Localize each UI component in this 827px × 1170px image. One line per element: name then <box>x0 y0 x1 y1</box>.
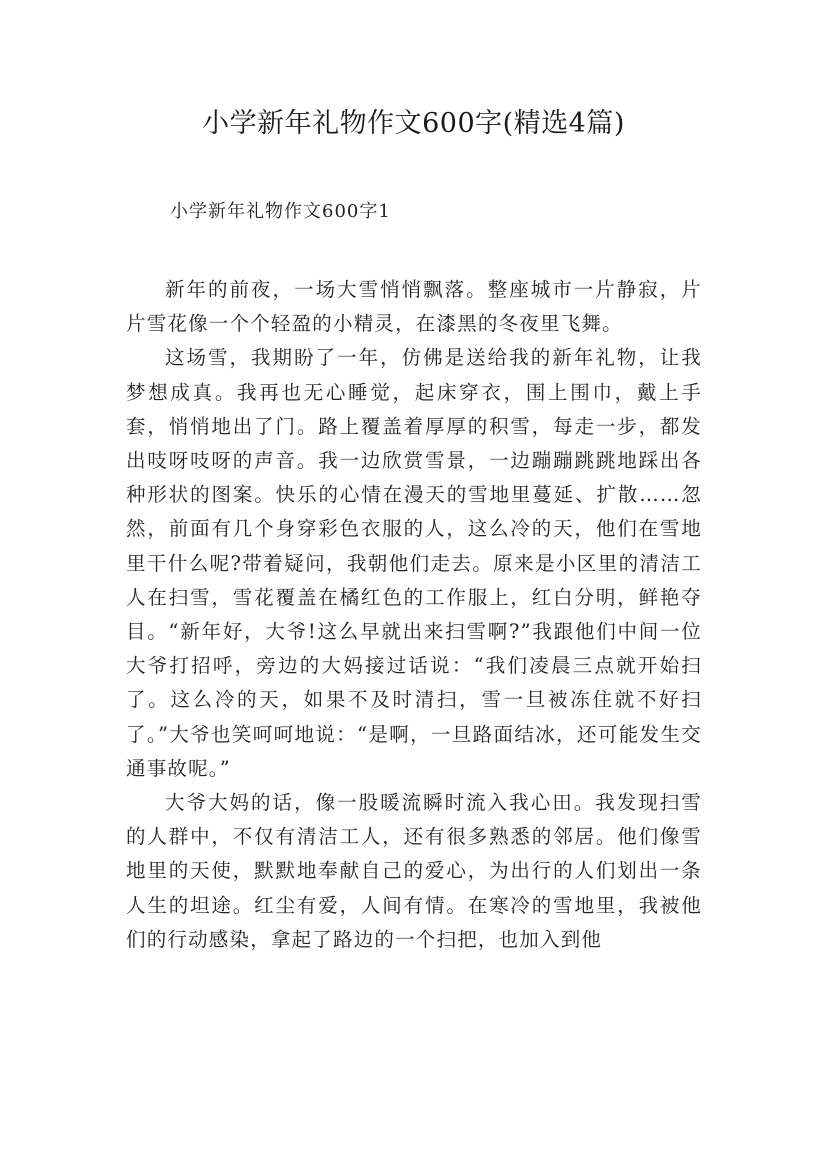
paragraph-3: 大爷大妈的话，像一股暖流瞬时流入我心田。我发现扫雪的人群中，不仅有清洁工人，还有很多熟悉的邻居。他们像雪地里的天使，默默地奉献自己的爱心，为出行的人们划出一条人生的坦途。红尘有爱，人间有情。在寒冷的雪地里，我被他们的行动感染，拿起了路边的一个扫把，也加入到他 <box>126 791 702 951</box>
paragraph-1: 新年的前夜，一场大雪悄悄飘落。整座城市一片静寂，片片雪花像一个个轻盈的小精灵，在漆黑的冬夜里飞舞。 <box>126 278 702 336</box>
article-body <box>126 273 702 957</box>
document-title: 小学新年礼物作文600字(精选4篇) <box>202 108 625 139</box>
paragraph-2: 这场雪，我期盼了一年，仿佛是送给我的新年礼物，让我梦想成真。我再也无心睡觉，起床穿衣，围上围巾，戴上手套，悄悄地出了门。路上覆盖着厚厚的积雪，每走一步，都发出吱呀吱呀的声音。我一边欣赏雪景，一边蹦蹦跳跳地踩出各种形状的图案。快乐的心情在漫天的雪地里蔓延、扩散……忽然，前面有几个身穿彩色衣服的人，这么冷的天，他们在雪地里干什么呢?带着疑问，我朝他们走去。原来是小区里的清洁工人在扫雪，雪花覆盖在橘红色的工作服上，红白分明，鲜艳夺目。“新年好，大爷!这么早就出来扫雪啊?”我跟他们中间一位大爷打招呼，旁边的大妈接过话说：“我们凌晨三点就开始扫了。这么冷的天，如果不及时清扫，雪一旦被冻住就不好扫了。”大爷也笑呵呵地说：“是啊，一旦路面结冰，还可能发生交通事故呢。” <box>126 346 702 780</box>
section-heading: 小学新年礼物作文600字1 <box>170 201 391 222</box>
